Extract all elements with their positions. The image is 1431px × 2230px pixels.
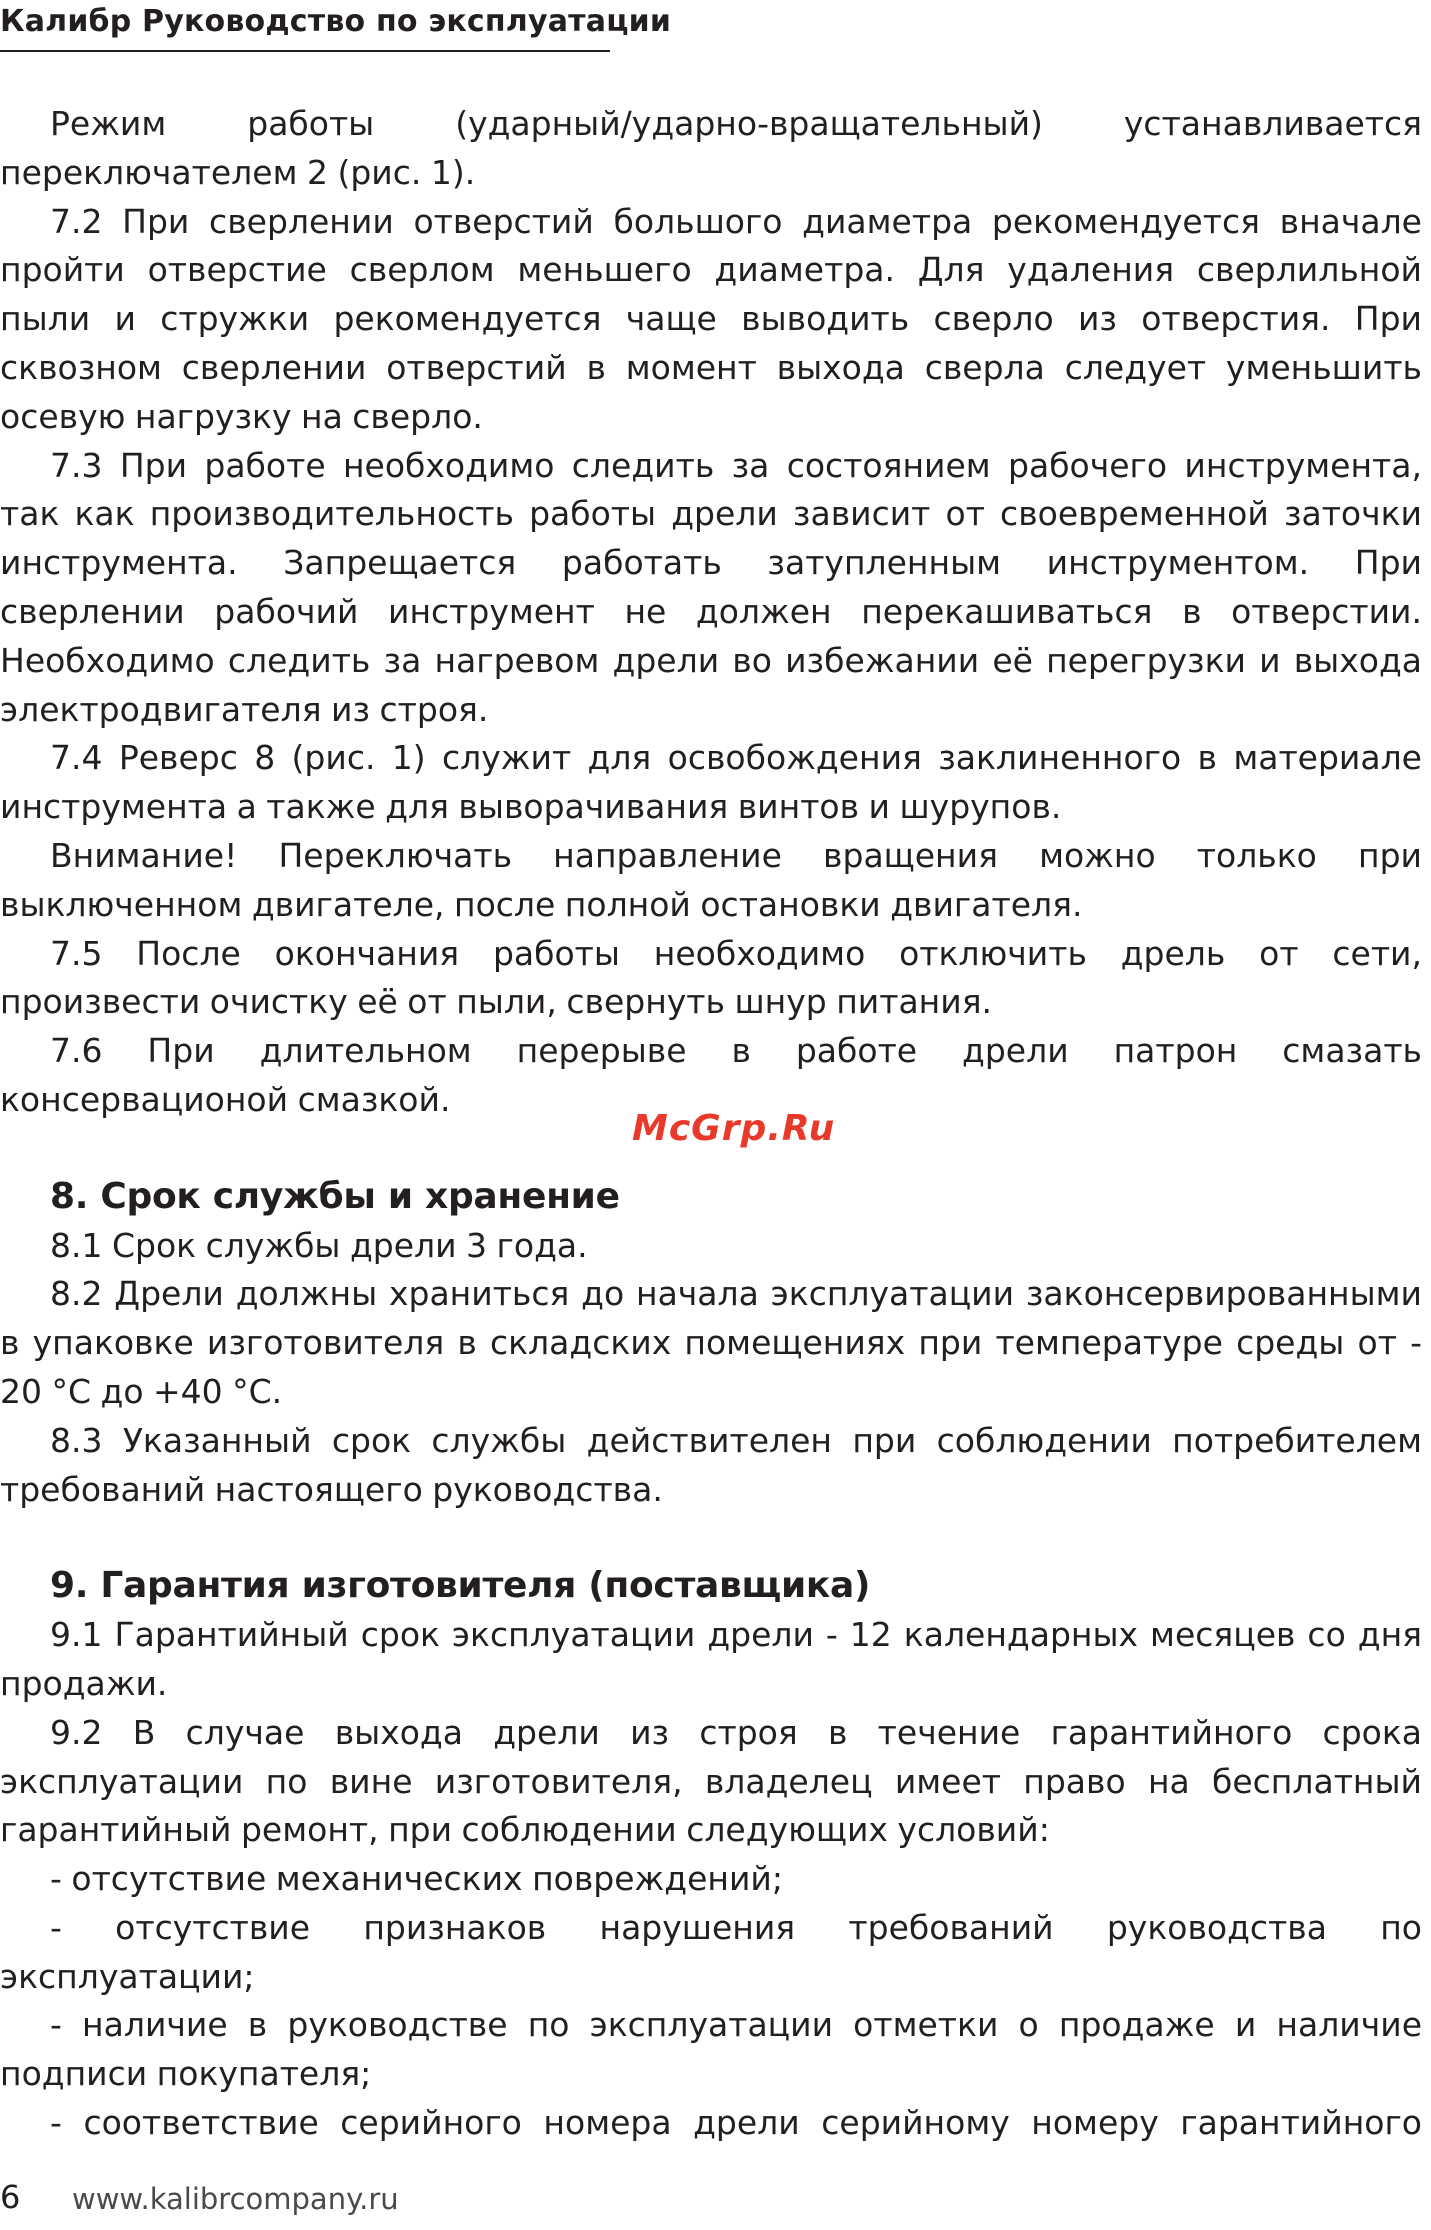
watermark-logo: McGrp.Ru <box>632 1108 836 1149</box>
paragraph-9-2: 9.2 В случае выхода дрели из строя в течение гарантийного срока эксплуатации по вине изготовителя, владелец имеет право на бесплатный гарантийный ремонт, при соблюдении следующих условий: <box>0 1712 1422 1850</box>
paragraph-7-5: 7.5 После окончания работы необходимо отключить дрель от сети, произвести очистку её от пыли, свернуть шнур питания. <box>0 933 1422 1022</box>
condition-item: - отсутствие механических повреждений; <box>50 1859 783 1899</box>
paragraph-8-2: 8.2 Дрели должны храниться до начала эксплуатации законсервированными в упаковке изготовителя в складских помещениях при температуре среды от - 20 °С до +40 °С. <box>0 1274 1422 1411</box>
page-footer <box>0 2178 700 2218</box>
paragraph-7-4: 7.4 Реверс 8 (рис. 1) служит для освобождения заклиненного в материале инструмента а также для выворачивания винтов и шурупов. <box>0 738 1422 827</box>
paragraph-warning: Внимание! Переключать направление вращения можно только при выключенном двигателе, после полной остановки двигателя. <box>0 835 1422 924</box>
paragraph-mode-switch: Режим работы (ударный/ударно-вращательный) устанавливается переключателем 2 (рис. 1). <box>0 104 1422 192</box>
paragraph-9-1: 9.1 Гарантийный срок эксплуатации дрели - 12 календарных месяцев со дня продажи. <box>0 1615 1422 1703</box>
condition-item: - наличие в руководстве по эксплуатации отметки о продаже и наличие подписи покупателя; <box>0 2005 1422 2094</box>
section-spacer <box>0 1514 1422 1562</box>
paragraph-7-3: 7.3 При работе необходимо следить за состоянием рабочего инструмента, так как производительность работы дрели зависит от своевременной заточки инструмента. Запрещается работать затупленным инструментом. При сверлении рабочий инструмент не должен перекашиваться в отверстии. Необходимо следить за нагревом дрели во избежании её перегрузки и выхода электродвигателя из строя. <box>0 445 1422 729</box>
page-header <box>0 0 672 52</box>
condition-item: - соответствие серийного номера дрели серийному номеру гарантийного <box>50 2103 1422 2143</box>
paragraph-7-2: 7.2 При сверлении отверстий большого диаметра рекомендуется вначале пройти отверстие сверлом меньшего диаметра. Для удаления сверлильной пыли и стружки рекомендуется чаще выводить сверло из отверстия. При сквозном сверлении отверстий в момент выхода сверла следует уменьшить осевую нагрузку на сверло. <box>0 201 1422 436</box>
paragraph-8-1: 8.1 Срок службы дрели 3 года. <box>50 1225 588 1265</box>
page-number: 6 <box>0 2178 21 2216</box>
paragraph-7-6: 7.6 При длительном перерыве в работе дрели патрон смазать консервационой смазкой. <box>0 1031 1422 1119</box>
condition-item: - отсутствие признаков нарушения требований руководства по эксплуатации; <box>0 1907 1422 1996</box>
section-8-heading: 8. Срок службы и хранение <box>50 1175 620 1217</box>
header-title: Калибр Руководство по эксплуатации <box>0 4 672 39</box>
section-9-heading: 9. Гарантия изготовителя (поставщика) <box>50 1565 871 1607</box>
paragraph-8-3: 8.3 Указанный срок службы действителен при соблюдении потребителем требований настоящего руководства. <box>0 1420 1422 1509</box>
footer-url: www.kalibrcompany.ru <box>72 2182 399 2216</box>
